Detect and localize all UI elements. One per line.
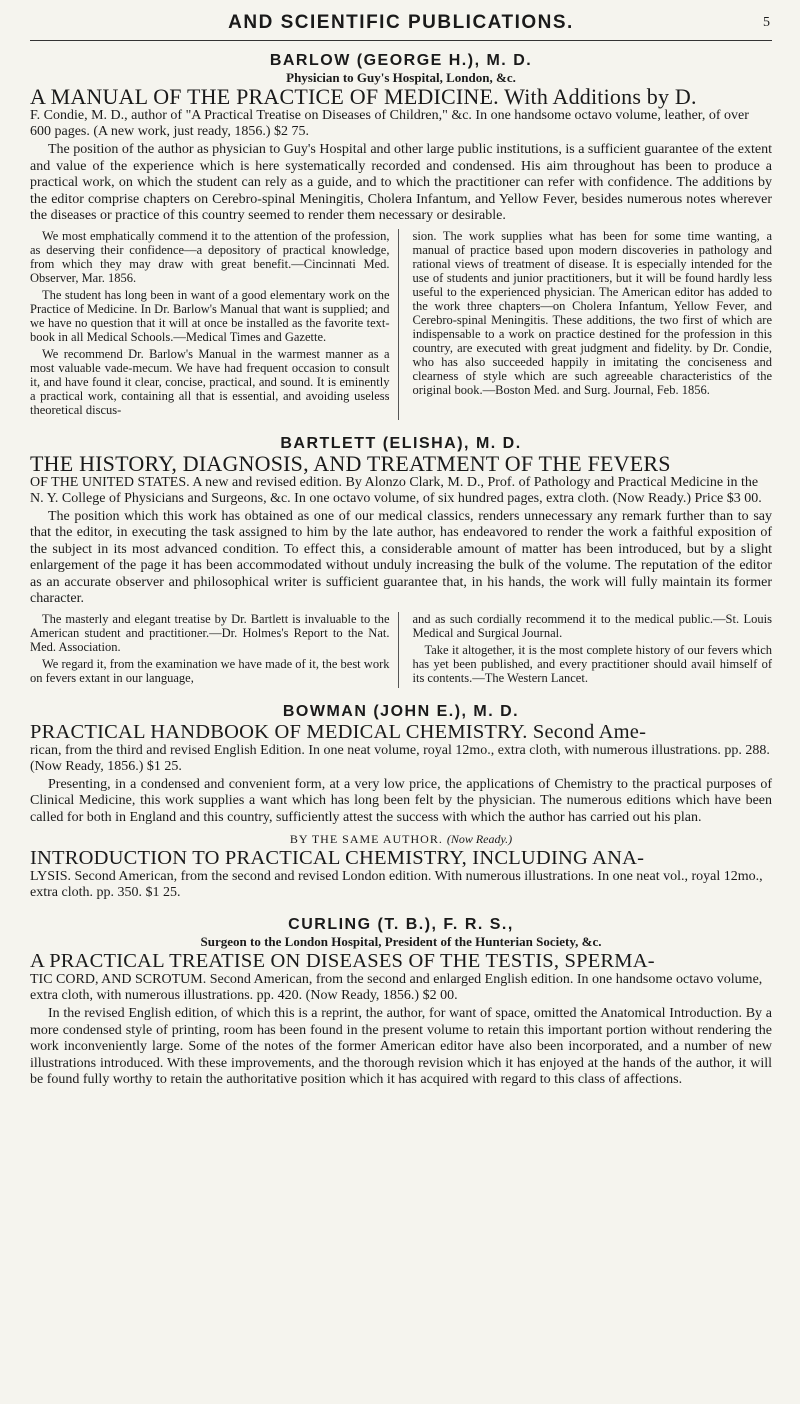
review-quote: sion. The work supplies what has been for some time wanting, a manual of practice based upon modern discoveries in pathology and rational views of treatment of disease. It is especially intended for the use of students and junior practitioners, but it will be found hardly less useful to the experienced physician. The American editor has added to the work three chapters—on Cholera Infantum, Yellow Fever, and Cerebro-spinal Meningitis. These additions, the two first of which are indispensable to a work on practice destined for the profession in this country, are executed with great judgment and fidelity. by Dr. Condie, who has also succeeded happily in imitating the conciseness and clearness of style which are such agreeable characteristics of the original book.—Boston Med. and Surg. Journal, Feb. 1856. <box>412 228 772 397</box>
reviews-right-column <box>413 612 773 688</box>
review-quote: The student has long been in want of a good elementary work on the Practice of Medicine. In Dr. Barlow's Manual that want is supplied; and we have no question that it will at once be installed as the favorite text-book in all Medical Schools.—Medical Times and Gazette. <box>30 287 390 344</box>
second-book-byline: LYSIS. Second American, from the second and revised London edition. With numerous illustrations. In one neat vol., royal 12mo., extra cloth. pp. 350. $1 25. <box>30 869 763 900</box>
author-heading: BARTLETT (ELISHA), M. D. <box>280 434 522 452</box>
by-same-author-note: (Now Ready.) <box>446 832 513 846</box>
book-description: The position which this work has obtained as one of our medical classics, renders unnecessary any remark further than to say that the editor, in executing the task assigned to him by the late author, has endeavored to render the work a faithful exposition of the subject in its most advanced condition. To effect this, a considerable amount of matter has been introduced, but by a slight enlargement of the page it has been accommodated without unduly increasing the bulk of the volume. The reputation of the editor as an accurate observer and philosophical writer is sufficient guarantee that, in his hands, the work will fully maintain its former character. <box>30 508 772 606</box>
entry-barlow <box>30 51 772 420</box>
review-quote: The masterly and elegant treatise by Dr. Bartlett is invaluable to the American student and practitioner.—Dr. Holmes's Report to the Nat. Med. Association. <box>30 611 390 654</box>
author-subtitle: Physician to Guy's Hospital, London, &c. <box>286 70 516 85</box>
review-quote: and as such cordially recommend it to the medical public.—St. Louis Medical and Surgical Journal. <box>412 611 772 640</box>
entry-bartlett <box>30 434 772 688</box>
book-title: THE HISTORY, DIAGNOSIS, AND TREATMENT OF THE FEVERS <box>30 450 671 476</box>
running-head <box>30 6 772 40</box>
review-quote: We most emphatically commend it to the attention of the profession, as deserving their confidence—a depository of practical knowledge, from which they may draw with great benefit.—Cincinnati Med. Observer, Mar. 1856. <box>30 228 390 285</box>
review-quote: Take it altogether, it is the most complete history of our fevers which has yet been published, and every practitioner should avail himself of its contents.—The Western Lancet. <box>412 642 772 685</box>
reviews <box>30 612 772 688</box>
book-byline: OF THE UNITED STATES. A new and revised edition. By Alonzo Clark, M. D., Prof. of Pathology and Practical Medicine in the N. Y. College of Physicians and Surgeons, &c. In one octavo volume, of six hundred pages, extra cloth. (Now Ready.) Price $3 00. <box>30 474 762 506</box>
book-byline: rican, from the third and revised English Edition. In one neat volume, royal 12mo., extra cloth, with numerous illustrations. pp. 288. (Now Ready, 1856.) $1 25. <box>30 742 770 774</box>
second-book-title: INTRODUCTION TO PRACTICAL CHEMISTRY, INCLUDING ANA- <box>30 847 645 869</box>
by-same-author <box>30 832 772 847</box>
book-description: Presenting, in a condensed and convenient form, at a very low price, the applications of Chemistry to the practical purposes of Clinical Medicine, this work supplies a want which has long been felt by the physician. The numerous editions which have been called for both in England and this country, sufficiently attest the success with which the author has carried out his plan. <box>30 776 772 825</box>
book-description: In the revised English edition, of which this is a reprint, the author, for want of space, omitted the Anatomical Introduction. By a more condensed style of printing, room has been found in the present volume to retain this important portion without rendering the work inconveniently large. Some of the notes of the former American editor have also been incorporated, and a number of new illustrations introduced. With these improvements, and the thorough revision which it has enjoyed at the hands of the author, it will be found fully worthy to retain the authoritative position which it has acquired with regard to this class of affections. <box>30 1006 772 1087</box>
review-quote: We recommend Dr. Barlow's Manual in the warmest manner as a most valuable vade-mecum. We have had frequent occasion to consult it, and have found it clear, concise, practical, and sound. It is eminently a practical work, containing all that is essential, and avoiding useless theoretical discus- <box>30 346 390 417</box>
book-byline: TIC CORD, AND SCROTUM. Second American, from the second and enlarged English edition. In one handsome octavo volume, extra cloth, with numerous illustrations. pp. 420. (Now Ready, 1856.) $2 00. <box>30 972 763 1003</box>
author-heading: BARLOW (GEORGE H.), M. D. <box>269 52 533 69</box>
author-subtitle: Surgeon to the London Hospital, President of the Hunterian Society, &c. <box>200 934 602 949</box>
review-quote: We regard it, from the examination we have made of it, the best work on fevers extant in our language, <box>30 656 390 685</box>
entry-curling <box>30 915 772 1089</box>
header-rule <box>30 40 772 41</box>
book-title: A PRACTICAL TREATISE ON DISEASES OF THE TESTIS, SPERMA- <box>30 950 655 972</box>
page-number: 5 <box>763 15 770 30</box>
running-title: AND SCIENTIFIC PUBLICATIONS. <box>228 12 574 33</box>
author-heading: BOWMAN (JOHN E.), M. D. <box>282 702 520 720</box>
author-heading: CURLING (T. B.), F. R. S., <box>288 916 514 933</box>
entry-bowman <box>30 702 772 902</box>
book-byline: F. Condie, M. D., author of "A Practical Treatise on Diseases of Children," &c. In one handsome octavo volume, leather, of over 600 pages. (A new work, just ready, 1856.) $2 75. <box>30 108 749 139</box>
by-same-author-label: BY THE SAME AUTHOR. <box>289 832 443 846</box>
reviews <box>30 229 772 420</box>
reviews-left-column <box>30 612 399 688</box>
book-title: A MANUAL OF THE PRACTICE OF MEDICINE. With Additions by D. <box>30 84 697 109</box>
book-description: The position of the author as physician to Guy's Hospital and other large public institutions, is a sufficient guarantee of the extent and value of the experience which is here systematically recorded and condensed. His aim throughout has been to produce a practical work, on which the student can rely as a guide, and to which the practitioner can refer with confidence. The additions by the editor comprise chapters on Cerebro-spinal Meningitis, Cholera Infantum, and Yellow Fever, besides numerous notes wherever the diseases or practice of this country seemed to render them necessary or desirable. <box>30 142 772 223</box>
book-title: PRACTICAL HANDBOOK OF MEDICAL CHEMISTRY. Second Ame- <box>30 720 647 743</box>
reviews-left-column <box>30 229 399 420</box>
reviews-right-column <box>413 229 773 420</box>
